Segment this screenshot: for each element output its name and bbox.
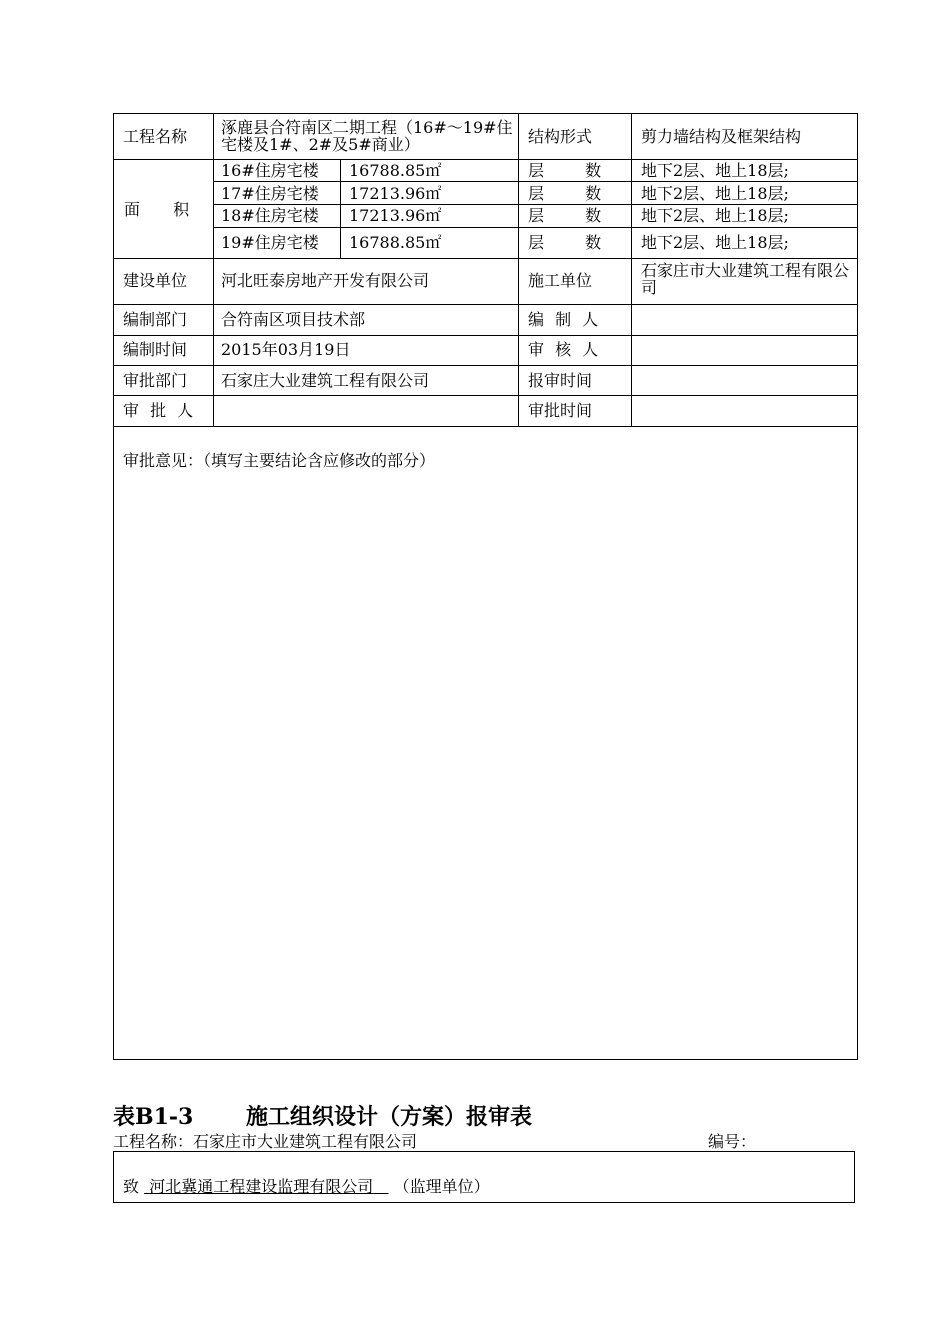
table-rule <box>113 365 858 366</box>
area-label: 面 积 <box>124 200 190 219</box>
date-value: 2015年03月19日 <box>221 340 351 359</box>
recipient-name: 河北冀通工程建设监理有限公司 <box>149 1177 374 1196</box>
building-area: 17213.96㎡ <box>349 206 442 225</box>
approval-opinion-label: 审批意见：（填写主要结论含应修改的部分） <box>123 451 436 470</box>
form-project-label: 工程名称：石家庄市大业建筑工程有限公司 <box>113 1132 418 1151</box>
table-rule <box>113 335 858 336</box>
table-rule <box>213 113 214 427</box>
dept-value: 合符南区项目技术部 <box>221 310 366 329</box>
table-rule <box>631 113 632 427</box>
table-rule <box>113 304 858 305</box>
recipient-suffix: （监理单位） <box>393 1177 490 1196</box>
reviewer-label: 审 核 人 <box>528 340 599 359</box>
date-label: 编制时间 <box>123 340 188 359</box>
building-area: 17213.96㎡ <box>349 184 442 203</box>
building-name: 16#住房宅楼 <box>221 161 319 180</box>
building-name: 19#住房宅楼 <box>221 233 319 252</box>
building-name: 17#住房宅楼 <box>221 184 319 203</box>
builder-value: 河北旺泰房地产开发有限公司 <box>221 271 430 290</box>
approval-dept-label: 审批部门 <box>123 371 188 390</box>
table-rule <box>518 113 519 427</box>
contractor-label: 施工单位 <box>528 271 593 290</box>
building-area: 16788.85㎡ <box>349 161 442 180</box>
floors-label: 层 数 <box>528 161 602 180</box>
form-number-label: 编号： <box>708 1132 757 1151</box>
table-rule <box>213 204 858 205</box>
table-outer-border <box>113 113 858 1060</box>
table-rule <box>213 227 858 228</box>
floors-value: 地下2层、地上18层; <box>641 206 789 225</box>
contractor-value: 石家庄市大业建筑工程有限公司 <box>641 261 850 297</box>
dept-label: 编制部门 <box>123 310 188 329</box>
table-rule <box>113 159 858 160</box>
recipient-value <box>144 1177 388 1196</box>
floors-value: 地下2层、地上18层; <box>641 161 789 180</box>
form-code: 表B1-3 <box>113 1104 194 1130</box>
table-rule <box>340 159 341 259</box>
project-name-label: 工程名称 <box>123 127 188 146</box>
form-title: 施工组织设计（方案）报审表 <box>246 1104 533 1130</box>
building-area: 16788.85㎡ <box>349 233 442 252</box>
floors-value: 地下2层、地上18层; <box>641 233 789 252</box>
author-label: 编 制 人 <box>528 310 599 329</box>
approval-time-label: 审批时间 <box>528 401 593 420</box>
approver-label: 审 批 人 <box>123 401 194 420</box>
table-rule <box>113 426 858 427</box>
table-rule <box>113 258 858 259</box>
submit-time-label: 报审时间 <box>528 371 593 390</box>
building-name: 18#住房宅楼 <box>221 206 319 225</box>
table-rule <box>113 395 858 396</box>
builder-label: 建设单位 <box>123 271 188 290</box>
structure-value: 剪力墙结构及框架结构 <box>641 127 802 146</box>
structure-label: 结构形式 <box>528 127 593 146</box>
floors-label: 层 数 <box>528 206 602 225</box>
floors-label: 层 数 <box>528 233 602 252</box>
table-rule <box>213 181 858 182</box>
approval-dept-value: 石家庄大业建筑工程有限公司 <box>221 371 430 390</box>
floors-value: 地下2层、地上18层; <box>641 184 789 203</box>
recipient-prefix: 致 <box>123 1177 140 1196</box>
floors-label: 层 数 <box>528 184 602 203</box>
recipient-line <box>123 1178 490 1196</box>
project-name-value: 涿鹿县合符南区二期工程（16#～19#住宅楼及1#、2#及5#商业） <box>221 118 513 154</box>
